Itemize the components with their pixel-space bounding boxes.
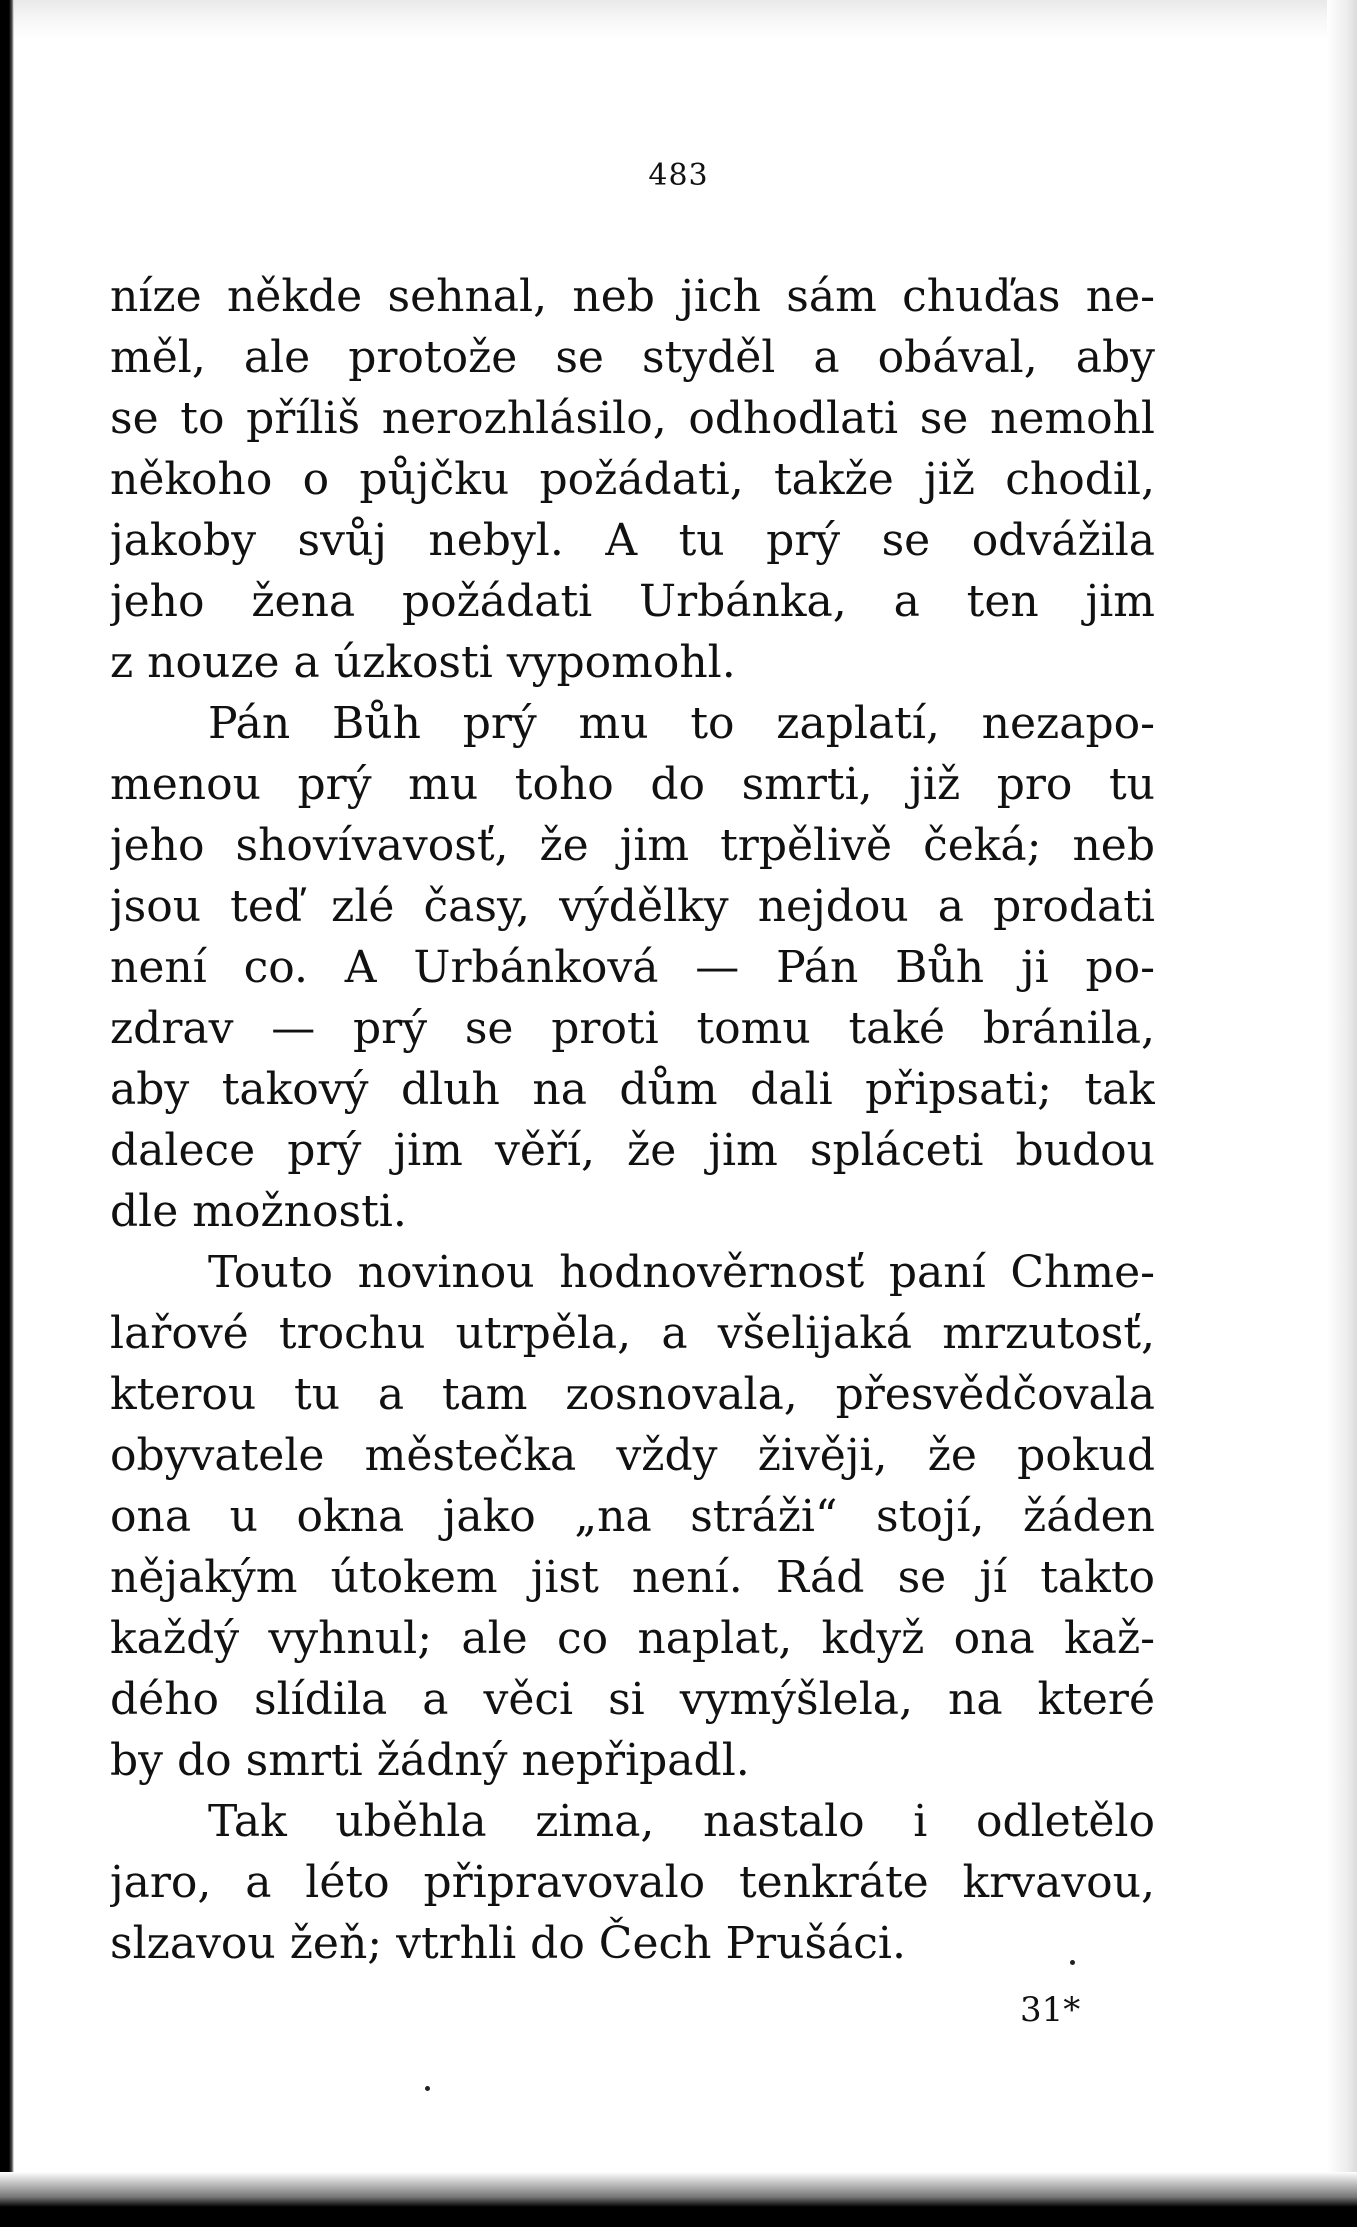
text-line: dého slídila a věci si vymýšlela, na které xyxy=(110,1674,1155,1725)
body-text xyxy=(110,266,1155,1974)
text-line: není co. A Urbánková — Pán Bůh ji po- xyxy=(110,942,1155,993)
text-line: menou prý mu toho do smrti, již pro tu xyxy=(110,759,1155,810)
signature-mark: 31* xyxy=(1020,1990,1081,2030)
scan-binding-edge xyxy=(0,0,14,2227)
text-line: níze někde sehnal, neb jich sám chuďas ne- xyxy=(110,271,1155,322)
text-line: někoho o půjčku požádati, takže již chodil, xyxy=(110,454,1155,505)
text-line: se to příliš nerozhlásilo, odhodlati se nemohl xyxy=(110,393,1155,444)
scan-right-edge xyxy=(1327,0,1357,2227)
text-line: zdrav — prý se proti tomu také bránila, xyxy=(110,1003,1155,1054)
text-line: nějakým útokem jist není. Rád se jí takto xyxy=(110,1552,1155,1603)
text-line: jaro, a léto připravovalo tenkráte krvavou, xyxy=(110,1857,1155,1908)
text-line: obyvatele městečka vždy živěji, že pokud xyxy=(110,1430,1155,1481)
ink-speck xyxy=(425,2086,430,2091)
text-line: dalece prý jim věří, že jim spláceti budou xyxy=(110,1125,1155,1176)
ink-speck xyxy=(1070,1960,1075,1965)
text-line: Pán Bůh prý mu to zaplatí, nezapo- xyxy=(208,698,1155,749)
text-line: Touto novinou hodnověrnosť paní Chme- xyxy=(208,1247,1155,1298)
text-line: slzavou žeň; vtrhli do Čech Prušáci. xyxy=(110,1918,906,1969)
text-line: kterou tu a tam zosnovala, přesvědčovala xyxy=(110,1369,1155,1420)
scan-bottom-edge xyxy=(0,2172,1357,2227)
text-line: lařové trochu utrpěla, a všelijaká mrzutosť, xyxy=(110,1308,1155,1359)
text-line: dle možnosti. xyxy=(110,1186,407,1237)
text-line: Tak uběhla zima, nastalo i odletělo xyxy=(208,1796,1155,1847)
text-line: jeho shovívavosť, že jim trpělivě čeká; neb xyxy=(110,820,1155,871)
text-line: jsou teď zlé časy, výdělky nejdou a prodati xyxy=(110,881,1155,932)
text-line: každý vyhnul; ale co naplat, když ona kaž- xyxy=(110,1613,1155,1664)
text-line: měl, ale protože se styděl a obával, aby xyxy=(110,332,1155,383)
text-line: jakoby svůj nebyl. A tu prý se odvážila xyxy=(110,515,1155,566)
page-number: 483 xyxy=(648,158,709,193)
text-line: z nouze a úzkosti vypomohl. xyxy=(110,637,736,688)
scan-top-edge xyxy=(0,0,1357,40)
text-line: jeho žena požádati Urbánka, a ten jim xyxy=(110,576,1155,627)
text-line: ona u okna jako „na stráži“ stojí, žáden xyxy=(110,1491,1155,1542)
text-line: aby takový dluh na dům dali připsati; tak xyxy=(110,1064,1155,1115)
text-line: by do smrti žádný nepřipadl. xyxy=(110,1735,750,1786)
